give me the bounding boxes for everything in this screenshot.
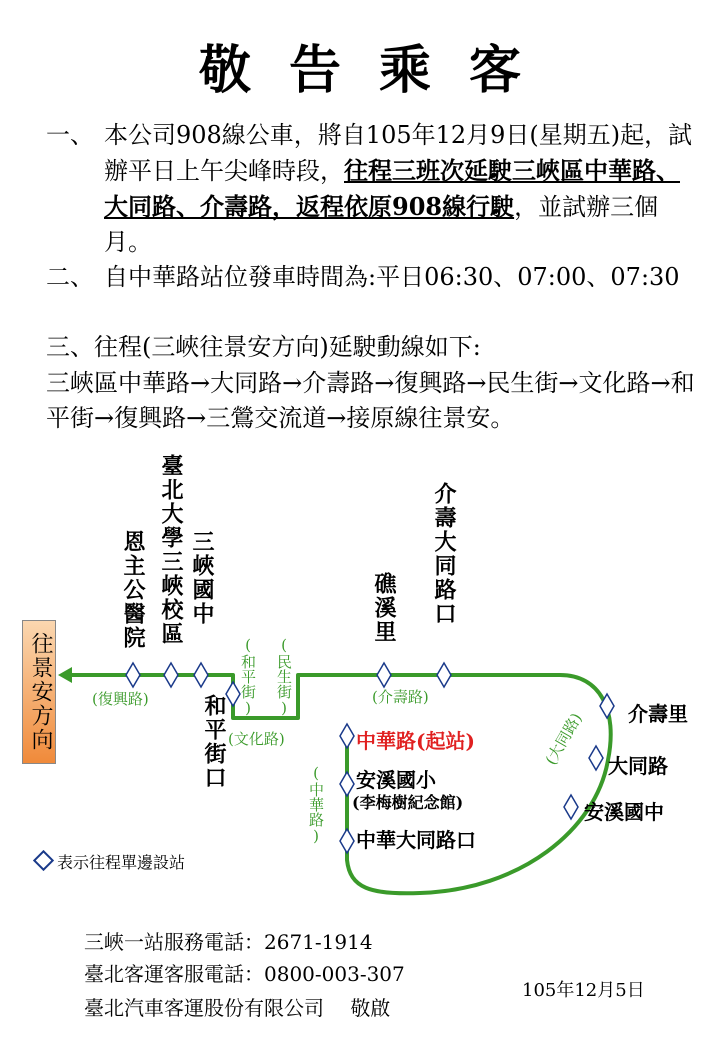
stop-marker-qixi <box>377 663 391 687</box>
stop-label-heping-jiekou: 和平街口 <box>201 694 227 790</box>
stop-marker-zhonghua-datong <box>340 829 354 853</box>
road-label-jieshou: (介壽路) <box>372 688 429 706</box>
stop-marker-zhonghua-start <box>340 724 354 748</box>
stop-marker-heping <box>226 682 240 706</box>
legend-text: 表示往程單邊設站 <box>57 853 186 872</box>
stop-marker-ntpu <box>164 663 178 687</box>
item-1-underlined-text: 往程三班次延駛三峽區中華路、大同路、介壽路，返程依原908線行駛 <box>104 156 680 221</box>
stop-label-engzhu: 恩主公醫院 <box>120 530 146 650</box>
stop-label-anxi-es: 安溪國小 <box>356 768 436 792</box>
legend-diamond-icon <box>33 850 54 871</box>
road-label-fuxing: (復興路) <box>92 690 149 708</box>
item-2-number: 二、 <box>46 263 94 291</box>
route-description: 三峽區中華路→大同路→介壽路→復興路→民生街→文化路→和平街→復興路→三鶯交流道→接原線往景安。 <box>46 369 695 432</box>
stop-label-jieshou-datong: 介壽大同路口 <box>431 482 457 626</box>
stop-marker-anxi-jh <box>564 795 578 819</box>
stop-marker-jieshou-datong <box>437 663 451 687</box>
road-label-datong: (大同路) <box>541 709 586 768</box>
stop-label-datong-rd: 大同路 <box>608 754 668 778</box>
road-label-minsheng: (民生街) <box>275 636 293 717</box>
footer-phone-station: 三峽一站服務電話：2671-1914 <box>84 930 373 954</box>
notice-item-3: 三、往程(三峽往景安方向)延駛動線如下: <box>46 333 481 361</box>
stop-marker-sanxia-jh <box>194 663 208 687</box>
item-1-text: 本公司908線公車，將自105年12月9日(星期五)起，試辦平日上午尖峰時段， <box>104 121 693 185</box>
stop-label-jieshou-li: 介壽里 <box>628 702 688 726</box>
road-label-heping: (和平街) <box>239 636 257 717</box>
stop-label-zhonghua-datong: 中華大同路口 <box>356 828 476 852</box>
road-label-zhonghua: (中華路) <box>307 764 325 845</box>
road-label-wenhua: (文化路) <box>228 730 285 748</box>
stop-label-qixi: 礁溪里 <box>371 572 397 644</box>
item-2-text: 自中華路站位發車時間為:平日06:30、07:00、07:30 <box>104 263 680 291</box>
stop-marker-datong <box>589 746 603 770</box>
stop-marker-engzhu <box>126 663 140 687</box>
destination-sign: 往景安方向 <box>22 620 56 764</box>
page-title: 敬告乘客 <box>198 40 559 101</box>
footer-date: 105年12月5日 <box>522 980 645 1001</box>
stop-label-anxi-es-sub: (李梅樹紀念館) <box>352 793 464 812</box>
route-arrow-icon <box>58 667 72 683</box>
footer-company: 臺北汽車客運股份有限公司 敬啟 <box>84 996 391 1020</box>
stop-label-zhonghua-start: 中華路(起站) <box>356 729 475 753</box>
stop-label-ntpu: 臺北大學三峽校區 <box>158 454 184 646</box>
stop-label-sanxia-jh: 三峽國中 <box>189 530 215 626</box>
item-1-number: 一、 <box>46 121 94 149</box>
item-1-text-end: ，並試辦三個月。 <box>104 193 659 256</box>
stop-label-anxi-jh: 安溪國中 <box>584 800 664 824</box>
footer-phone-service: 臺北客運客服電話：0800-003-307 <box>84 962 405 986</box>
map-legend <box>36 850 185 873</box>
